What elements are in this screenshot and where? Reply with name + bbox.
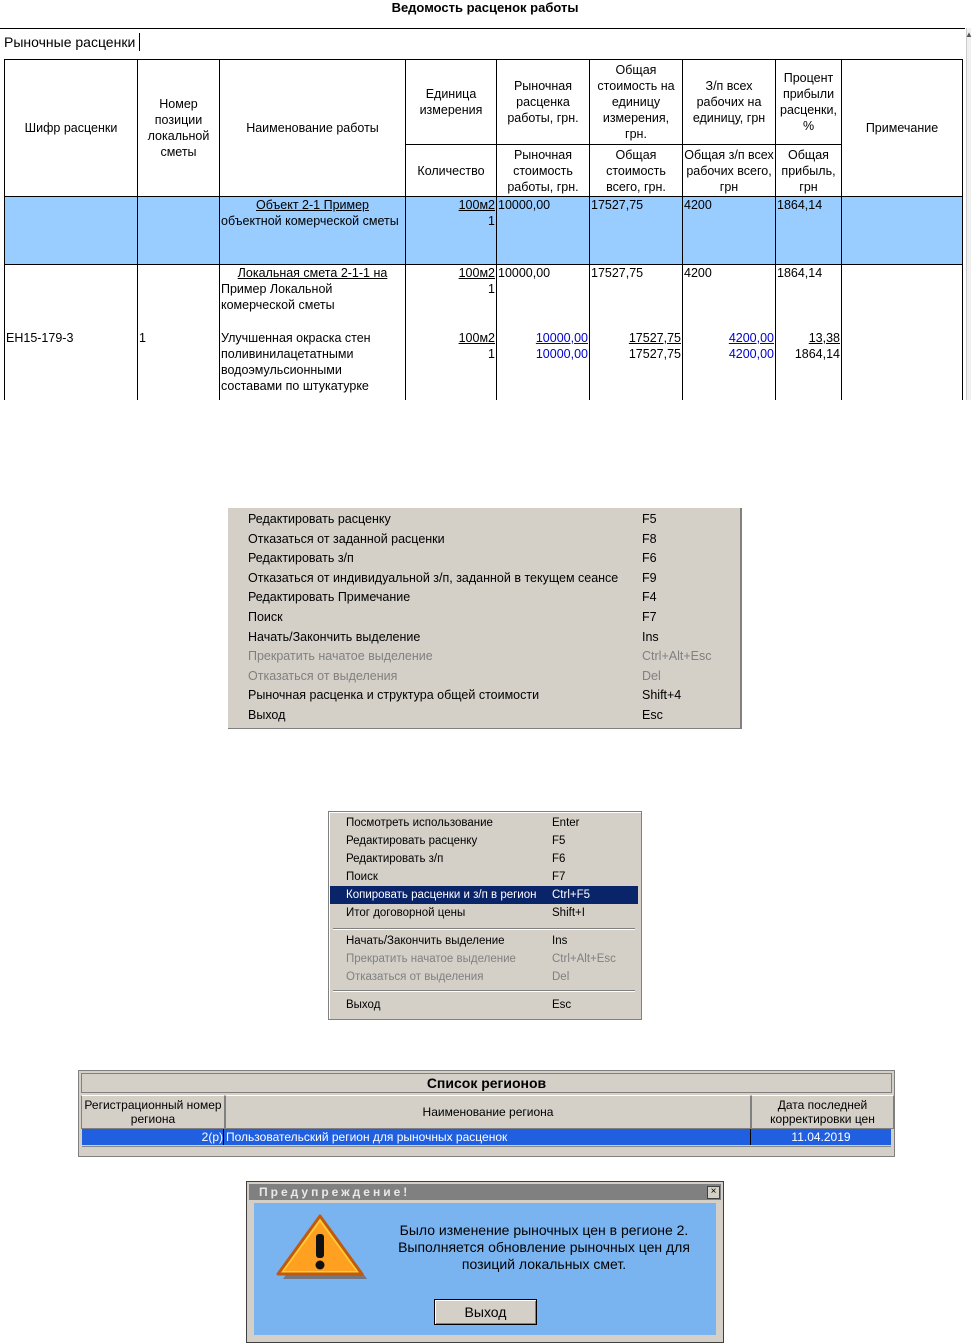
- row-qty: 1: [488, 214, 495, 228]
- tab-bar: [0, 29, 965, 58]
- menu-separator: [333, 990, 635, 992]
- close-icon[interactable]: ×: [707, 1186, 720, 1199]
- header-position-no: Номер позиции локальной сметы: [138, 60, 220, 197]
- row-unit-cell: [406, 265, 497, 330]
- header-profit-percent: Процент прибыли расценки, %: [776, 60, 842, 145]
- region-row-selected[interactable]: [82, 1129, 891, 1145]
- row-rate-total: 10000,00: [535, 346, 588, 361]
- row-qty: 1: [488, 282, 495, 296]
- row-wages-cell: [683, 330, 776, 400]
- menu-item-edit-rate[interactable]: Редактировать расценку F5: [346, 835, 566, 847]
- row-qty: 1: [488, 346, 495, 361]
- menu-separator: [333, 928, 635, 930]
- object-name-rest: объектной комерческой сметы: [221, 214, 399, 228]
- row-name: [220, 197, 406, 265]
- dialog-title-bar[interactable]: [249, 1184, 721, 1200]
- menu-item-exit[interactable]: Выход Esc: [346, 999, 572, 1011]
- row-note: [842, 330, 963, 400]
- dialog-title: Предупреждение!: [259, 1185, 411, 1199]
- row-note: [842, 265, 963, 330]
- sheet-title: Ведомость расценок работы: [391, 0, 579, 15]
- header-market-rate: Рыночная расценка работы, грн.: [497, 60, 590, 145]
- dialog-body: [254, 1203, 716, 1335]
- row-code: [5, 197, 138, 265]
- row-rate-cell: [497, 330, 590, 400]
- message-line-1: Было изменение рыночных цен в регионе 2.: [399, 1222, 689, 1238]
- row-unit: 100м2: [458, 330, 495, 345]
- row-wages: 4200: [683, 197, 776, 265]
- row-cost: 17527,75: [590, 265, 683, 330]
- table-row-work-item[interactable]: [5, 330, 963, 400]
- tab-market-rates[interactable]: Рыночные расценки: [4, 33, 140, 51]
- vertical-scrollbar[interactable]: [966, 28, 971, 400]
- row-profit: 1864,14: [776, 197, 842, 265]
- dialog-message: [384, 1222, 704, 1273]
- local-estimate-link[interactable]: Локальная смета 2-1-1 на: [237, 266, 388, 280]
- row-cost-cell: [590, 330, 683, 400]
- row-position: [138, 265, 220, 330]
- row-wages: 4200: [683, 265, 776, 330]
- warning-icon: [272, 1212, 368, 1282]
- header-quantity: Количество: [406, 145, 497, 197]
- rates-sheet: [0, 0, 973, 400]
- row-profit-cell: [776, 330, 842, 400]
- local-estimate-name-rest: Пример Локальной комерческой сметы: [221, 282, 335, 312]
- menu-item-stop-selection: Прекратить начатое выделение Ctrl+Alt+Esc: [248, 649, 712, 664]
- menu-item-contract-total[interactable]: Итог договорной цены Shift+I: [346, 907, 585, 919]
- regions-title: Список регионов: [81, 1073, 892, 1093]
- menu-item-copy-to-region[interactable]: Копировать расценки и з/п в регион Ctrl+F5: [330, 886, 638, 904]
- exit-button[interactable]: Выход: [434, 1299, 537, 1325]
- menu-item-toggle-selection[interactable]: Начать/Закончить выделение Ins: [248, 629, 659, 644]
- row-rate: 10000,00: [497, 265, 590, 330]
- row-profit: 1864,14: [776, 265, 842, 330]
- menu-item-search[interactable]: Поиск F7: [346, 871, 566, 883]
- menu-item-exit[interactable]: Выход Esc: [248, 708, 663, 722]
- message-line-2: Выполняется обновление рыночных цен для: [398, 1239, 690, 1255]
- row-cost: 17527,75: [628, 330, 681, 345]
- context-menu-region: [328, 811, 642, 1020]
- header-note: Примечание: [842, 60, 963, 197]
- rates-table: [4, 59, 963, 400]
- menu-item-discard-individual-wages[interactable]: Отказаться от индивидуальной з/п, заданной в текущем сеансе F9: [248, 570, 657, 585]
- row-unit: 100м2: [458, 266, 495, 280]
- row-unit: 100м2: [458, 198, 495, 212]
- header-total-wages: Общая з/п всех рабочих всего, грн: [683, 145, 776, 197]
- regions-header: [81, 1095, 892, 1127]
- menu-item-edit-wages[interactable]: Редактировать з/п F6: [346, 853, 566, 865]
- context-menu-rates: [228, 508, 742, 729]
- menu-item-edit-rate[interactable]: Редактировать расценку F5: [248, 512, 657, 526]
- row-cost: 17527,75: [590, 197, 683, 265]
- row-code: ЕН15-179-3: [5, 330, 138, 400]
- column-header-date[interactable]: Дата последней корректировки цен: [751, 1095, 894, 1129]
- row-wages[interactable]: 4200,00: [728, 330, 774, 345]
- scroll-up-arrow-icon[interactable]: ▲: [965, 30, 973, 39]
- row-position: 1: [138, 330, 220, 400]
- region-name: Пользовательский регион для рыночных расценок: [225, 1129, 751, 1145]
- row-wages-total: 4200,00: [728, 346, 774, 361]
- column-header-reg-no[interactable]: Регистрационный номер региона: [81, 1095, 225, 1129]
- row-code: [5, 265, 138, 330]
- regions-list-window: [78, 1070, 895, 1157]
- row-cost-total: 17527,75: [628, 346, 681, 361]
- menu-item-discard-rate[interactable]: Отказаться от заданной расценки F8: [248, 531, 657, 546]
- row-rate: 10000,00: [497, 197, 590, 265]
- row-unit-cell: [406, 330, 497, 400]
- row-rate[interactable]: 10000,00: [535, 330, 588, 345]
- header-wages-unit: З/п всех рабочих на единицу, грн: [683, 60, 776, 145]
- region-reg-no: 2(р): [82, 1129, 224, 1145]
- object-link[interactable]: Объект 2-1 Пример: [256, 198, 369, 212]
- header-work-name: Наименование работы: [220, 60, 406, 197]
- header-market-cost: Рыночная стоимость работы, грн.: [497, 145, 590, 197]
- warning-dialog: [246, 1181, 724, 1343]
- header-total-cost-unit: Общая стоимость на единицу измерения, грн.: [590, 60, 683, 145]
- table-row-object[interactable]: [5, 197, 963, 265]
- row-position: [138, 197, 220, 265]
- menu-item-edit-note[interactable]: Редактировать Примечание F4: [248, 590, 657, 605]
- table-row-local-estimate[interactable]: [5, 265, 963, 330]
- menu-item-view-usage[interactable]: Посмотреть использование Enter: [346, 817, 580, 829]
- menu-item-search[interactable]: Поиск F7: [248, 610, 657, 624]
- message-line-3: позиций локальных смет.: [461, 1256, 627, 1272]
- header-total-cost: Общая стоимость всего, грн.: [590, 145, 683, 197]
- header-unit: Единица измерения: [406, 60, 497, 145]
- row-name: [220, 265, 406, 330]
- header-total-profit: Общая прибыль, грн: [776, 145, 842, 197]
- row-note: [842, 197, 963, 265]
- region-date: 11.04.2019: [791, 1130, 851, 1144]
- empty-row: [82, 1146, 891, 1156]
- row-name: Улучшенная окраска стен поливинилацетатными водоэмульсионными составами по штукатурке: [220, 330, 406, 400]
- menu-item-cancel-selection: Отказаться от выделения Del: [346, 971, 570, 983]
- row-unit-cell: [406, 197, 497, 265]
- menu-item-cancel-selection: Отказаться от выделения Del: [248, 668, 661, 683]
- row-profit-pct: 13,38: [808, 330, 840, 345]
- menu-item-stop-selection: Прекратить начатое выделение Ctrl+Alt+Esc: [346, 953, 616, 965]
- row-profit-total: 1864,14: [794, 346, 840, 361]
- menu-item-toggle-selection[interactable]: Начать/Закончить выделение Ins: [346, 935, 568, 947]
- menu-item-cost-structure[interactable]: Рыночная расценка и структура общей стоимости Shift+4: [248, 688, 682, 703]
- column-header-region-name[interactable]: Наименование региона: [225, 1095, 751, 1129]
- header-code: Шифр расценки: [5, 60, 138, 197]
- menu-item-edit-wages[interactable]: Редактировать з/п F6: [248, 551, 657, 566]
